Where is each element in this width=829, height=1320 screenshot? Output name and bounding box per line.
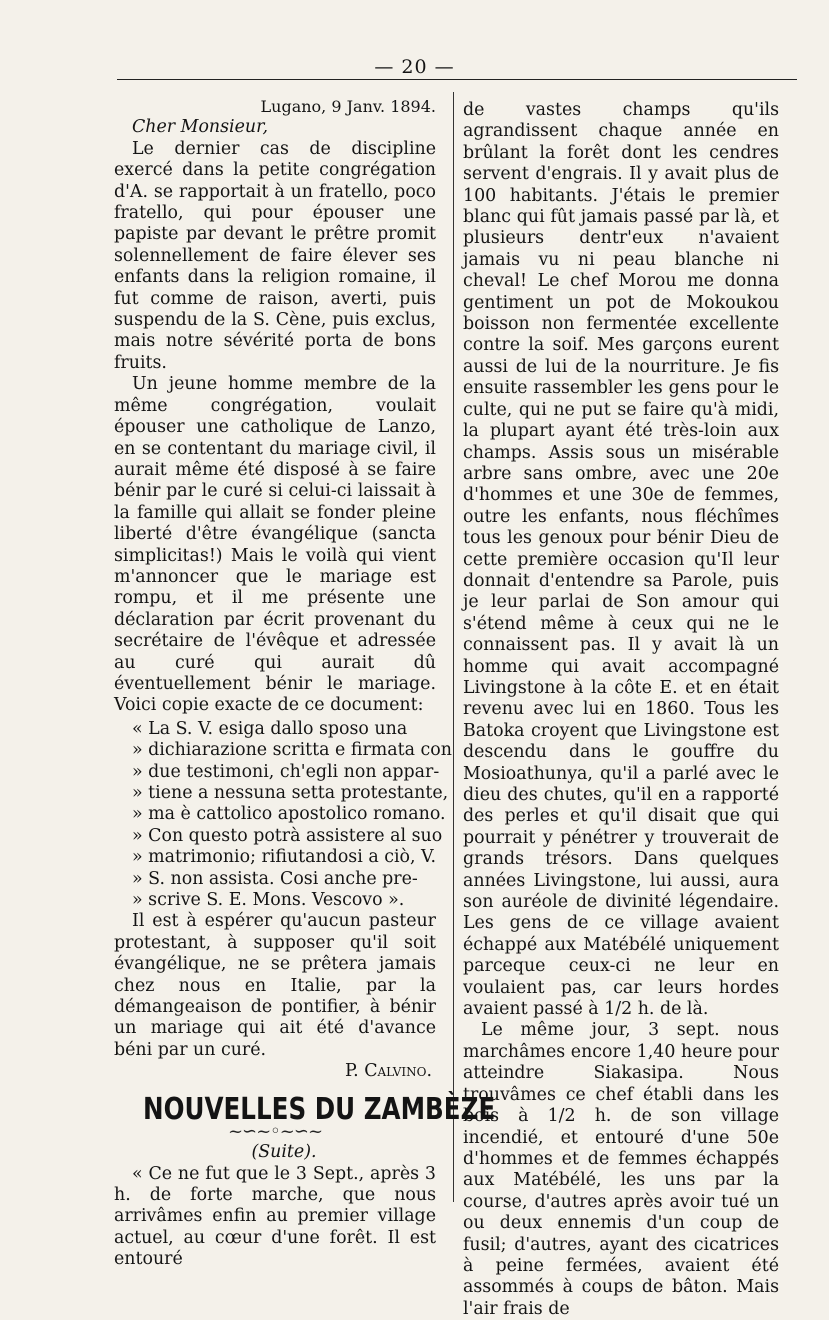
quote-line: » S. non assista. Cosi anche pre- (132, 868, 418, 889)
letter-signature: P. Calvino. (344, 1061, 432, 1082)
letter-salutation: Cher Monsieur, (132, 117, 269, 138)
article-paragraph: Le même jour, 3 sept. nous marchâmes encore 1,40 heure pour atteindre Siakasipa. Nous trouvâmes ce chef établi dans les bois à 1/2 h. de son village incendié, et entouré d'une 50e d'hommes et de femmes échappés aux Matébélé, les uns par la course, d'autres après avoir tué un ou deux ennemis d'un coup de fusil; d'autres, ayant des cicatrices à peine fermées, avaient été assommés à coups de bâton. Mais l'air frais de (463, 1020, 779, 1319)
quote-line: » Con questo potrà assistere al suo (132, 825, 443, 846)
article-paragraph: de vastes champs qu'ils agrandissent chaque année en brûlant la forêt dont les cendres servent d'engrais. Il y avait plus de 100 habitants. J'étais le premier blanc qui fût jamais passé par là, et plusieurs dentr'eux n'avaient jamais vu ni peau blanche ni cheval! Le chef Morou me donna gentiment un pot de Mokoukou boisson non fermentée excellente contre la soif. Mes garçons eurent aussi de lui de la nourriture. Je fis ensuite rassembler les gens pour le culte, qui ne put se faire qu'à midi, la plupart ayant été très-loin aux champs. Assis sous un misérable arbre sans ombre, avec une 20e d'hommes et une 30e de femmes, outre les enfants, nous fléchîmes tous les genoux pour bénir Dieu de cette première occasion qu'Il leur donnait d'entendre sa Parole, puis je leur parlai de Son amour qui s'étend même à ceux qui ne le connaissent pas. Il y avait là un homme qui avait accompagné Livingstone à la côte E. et en était revenu avec lui en 1860. Tous les Batoka croyent que Livingstone est descendu dans le gouffre du Mosioathunya, qu'il a parlé avec le dieu des chutes, qu'il en a rapporté des perles et qu'il disait que qui pourrait y pénétrer y trouverait de grands trésors. Dans quelques années Livingstone, lui aussi, aura son auréole de divinité légendaire. Les gens de ce village avaient échappé aux Matébélé uniquement parceque ceux-ci ne leur en voulaient pas, car leurs hordes avaient passé à 1/2 h. de là. (463, 100, 779, 1020)
column-divider (453, 92, 454, 1202)
left-column (114, 96, 496, 1271)
italian-quote (114, 718, 452, 912)
letter-paragraph: Il est à espérer qu'aucun pasteur protestant, à supposer qu'il soit évangélique, ne se prêtera jamais chez nous en Italie, par la démangeaison de pontifier, à bénir un mariage qui ait été d'avance béni par un curé. (114, 911, 436, 1060)
ornament-divider: ~∽~◦~∽~ (227, 1121, 323, 1143)
section-subtitle: (Suite). (251, 1142, 317, 1163)
article-paragraph: « Ce ne fut que le 3 Sept., après 3 h. de forte marche, que nous arrivâmes enfin au premier village actuel, au cœur d'une forêt. Il est entouré (114, 1163, 436, 1270)
right-column (463, 100, 779, 1320)
quote-line: » tiene a nessuna setta protestante, (132, 783, 449, 803)
letter-dateline: Lugano, 9 Janv. 1894. (260, 97, 436, 116)
quote-line: » due testimoni, ch'egli non appar- (132, 761, 440, 782)
quote-line: « La S. V. esiga dallo sposo una (132, 718, 408, 739)
section-title: NOUVELLES DU ZAMBÈZE (142, 1091, 496, 1127)
letter-paragraph: Le dernier cas de discipline exercé dans la petite congrégation d'A. se rapportait à un fratello, poco fratello, qui pour épouser une papiste par devant le prêtre promit solennellement de faire élever ses enfants dans la religion romaine, il fut comme de raison, averti, puis suspendu de la S. Cène, puis exclus, mais notre sévérité porta de bons fruits. (114, 138, 436, 373)
quote-line: » matrimonio; rifiutandosi a ciò, V. (132, 847, 437, 868)
page-number: — 20 — (374, 56, 455, 78)
header-rule (117, 79, 797, 80)
letter-paragraph: Un jeune homme membre de la même congrégation, voulait épouser une catholique de Lanzo, en se contentant du mariage civil, il aurait même été disposé à se faire bénir par le curé si celui-ci laissait à la famille qui allait se fonder pleine liberté d'être évangélique (sancta simplicitas!) Mais le voilà qui vient m'annoncer que le mariage est rompu, et il me présente une déclaration par écrit provenant du secrétaire de l'évêque et adressée au curé qui aurait dû éventuellement bénir le mariage. Voici copie exacte de ce document: (114, 374, 436, 716)
quote-line: » dichiarazione scritta e firmata con (132, 740, 452, 761)
quote-line: » scrive S. E. Mons. Vescovo ». (132, 890, 405, 911)
quote-line: » ma è cattolico apostolico romano. (132, 804, 446, 825)
